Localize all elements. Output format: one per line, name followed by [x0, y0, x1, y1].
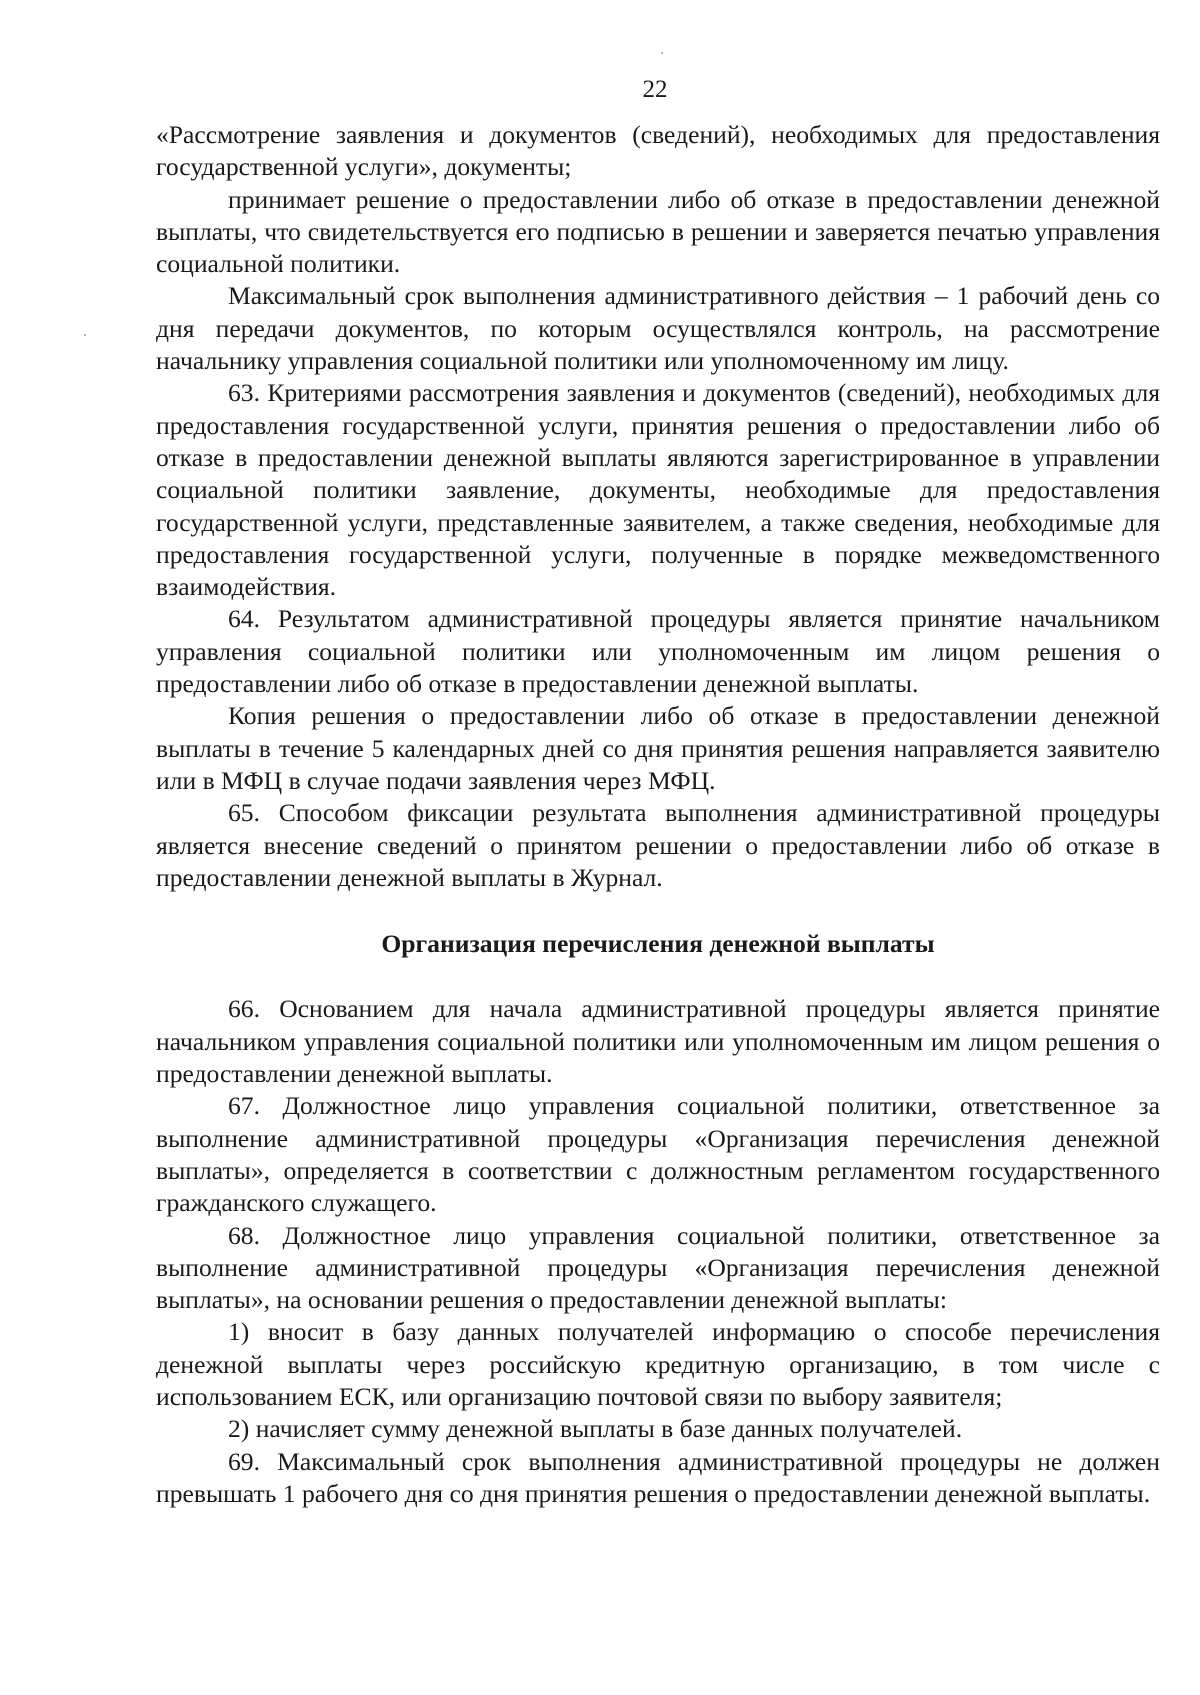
paragraph-continuation: «Рассмотрение заявления и документов (сведений), необходимых для предоставления государственной услуги», документы; — [156, 120, 1160, 182]
document-body — [156, 119, 1160, 1510]
paragraph-decision: принимает решение о предоставлении либо об отказе в предоставлении денежной выплаты, что свидетельствуется его подписью в решении и заверяется печатью управления социальной политики. — [156, 184, 1160, 279]
paragraph-67: 67. Должностное лицо управления социальной политики, ответственное за выполнение административной процедуры «Организация перечисления денежной выплаты», определяется в соответствии с должностным регламентом государственного гражданского служащего. — [156, 1091, 1160, 1218]
list-item-68-2: 2) начисляет сумму денежной выплаты в базе данных получателей. — [228, 1414, 963, 1444]
paragraph-64: 64. Результатом административной процедуры является принятие начальником управления социальной политики или уполномоченным им лицом решения о предоставлении либо об отказе в предоставлении денежной выплаты. — [156, 604, 1160, 699]
paragraph-64-copy: Копия решения о предоставлении либо об отказе в предоставлении денежной выплаты в течение 5 календарных дней со дня принятия решения направляется заявителю или в МФЦ в случае подачи заявления через МФЦ. — [156, 701, 1160, 795]
paragraph-68: 68. Должностное лицо управления социальной политики, ответственное за выполнение административной процедуры «Организация перечисления денежной выплаты», на основании решения о предоставлении денежной выплаты: — [156, 1220, 1160, 1315]
paragraph-63: 63. Критериями рассмотрения заявления и документов (сведений), необходимых для предоставления государственной услуги, принятия решения о предоставлении либо об отказе в предоставлении денежной выплаты являются зарегистрированное в управлении социальной политики заявление, документы, необходимые для предоставления государственной услуги, представленные заявителем, а также сведения, необходимые для предоставления государственной услуги, полученные в порядке межведомственного взаимодействия. — [156, 378, 1160, 602]
paragraph-66: 66. Основанием для начала административной процедуры является принятие начальником управления социальной политики или уполномоченным им лицом решения о предоставлении денежной выплаты. — [156, 994, 1160, 1089]
scan-artifact — [84, 334, 86, 336]
paragraph-69: 69. Максимальный срок выполнения административной процедуры не должен превышать 1 рабочего дня со дня принятия решения о предоставлении денежной выплаты. — [156, 1446, 1160, 1508]
page-number: 22 — [642, 76, 668, 103]
paragraph-65: 65. Способом фиксации результата выполнения административной процедуры является внесение сведений о принятом решении о предоставлении либо об отказе в предоставлении денежной выплаты в Журнал. — [156, 798, 1160, 892]
list-item-68-1: 1) вносит в базу данных получателей информацию о способе перечисления денежной выплаты через российскую кредитную организацию, в том числе с использованием ЕСК, или организацию почтовой связи по выбору заявителя; — [156, 1317, 1160, 1411]
paragraph-max-term: Максимальный срок выполнения административного действия – 1 рабочий день со дня передачи документов, по которым осуществлялся контроль, на рассмотрение начальнику управления социальной политики или уполномоченному им лицу. — [156, 281, 1160, 376]
section-heading: Организация перечисления денежной выплаты — [381, 929, 935, 959]
scan-artifact — [661, 52, 663, 54]
